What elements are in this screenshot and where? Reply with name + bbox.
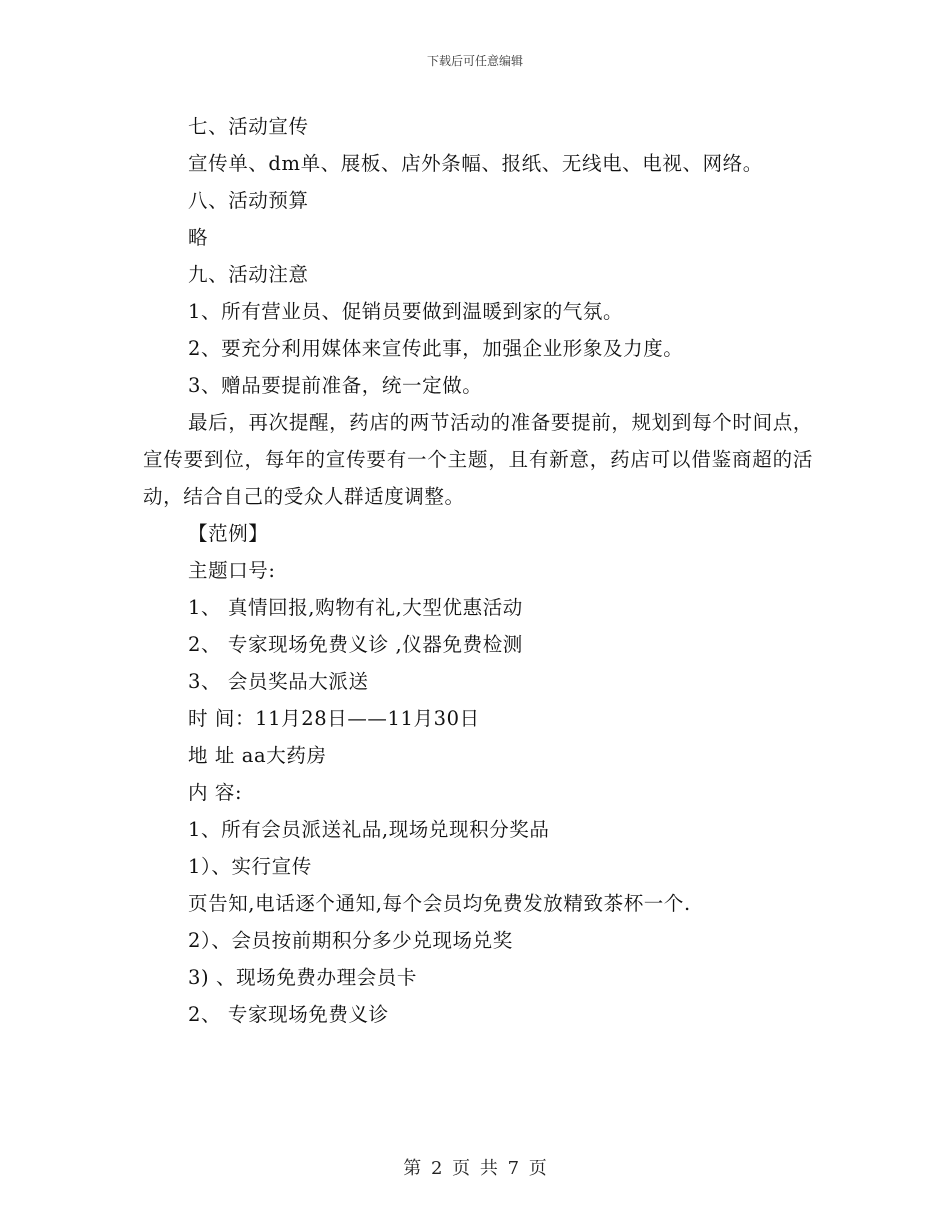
section-heading-notes: 九、活动注意 [188,263,309,286]
publicity-channels: 宣传单、dm单、展板、店外条幅、报纸、无线电、电视、网络。 [188,152,763,175]
content-label: 内 容: [188,781,243,804]
event-address: 地 址 aa大药房 [188,744,327,767]
slogan-item-1: 1、 真情回报,购物有礼,大型优惠活动 [188,596,523,619]
slogan-item-3: 3、 会员奖品大派送 [188,670,369,693]
page-number-footer: 第 2 页 共 7 页 [403,1158,547,1179]
content-subitem-1-continuation: 页告知,电话逐个通知,每个会员均免费发放精致茶杯一个. [188,892,691,915]
content-subitem-3: 3) 、现场免费办理会员卡 [188,966,418,989]
content-item-1: 1、所有会员派送礼品,现场兑现积分奖品 [188,818,550,841]
document-body [143,108,813,1033]
section-heading-budget: 八、活动预算 [188,189,309,212]
content-subitem-2: 2）、会员按前期积分多少兑现场兑奖 [188,929,513,952]
content-item-2: 2、 专家现场免费义诊 [188,1003,389,1026]
note-item-1: 1、所有营业员、促销员要做到温暖到家的气氛。 [188,300,624,323]
content-subitem-1: 1）、实行宣传 [188,855,312,878]
closing-paragraph: 最后，再次提醒，药店的两节活动的准备要提前，规划到每个时间点，宣传要到位，每年的宣传要有一个主题，且有新意，药店可以借鉴商超的活动，结合自己的受众人群适度调整。 [143,411,813,508]
slogan-item-2: 2、 专家现场免费义诊 ,仪器免费检测 [188,633,523,656]
example-heading: 【范例】 [188,522,269,545]
note-item-3: 3、赠品要提前准备，统一定做。 [188,374,483,397]
slogan-label: 主题口号: [188,559,276,582]
section-heading-publicity: 七、活动宣传 [188,115,309,138]
budget-text: 略 [188,226,209,249]
page-header-note: 下载后可任意编辑 [426,54,523,68]
event-time: 时 间：11月28日——11月30日 [188,707,480,730]
note-item-2: 2、要充分利用媒体来宣传此事，加强企业形象及力度。 [188,337,684,360]
